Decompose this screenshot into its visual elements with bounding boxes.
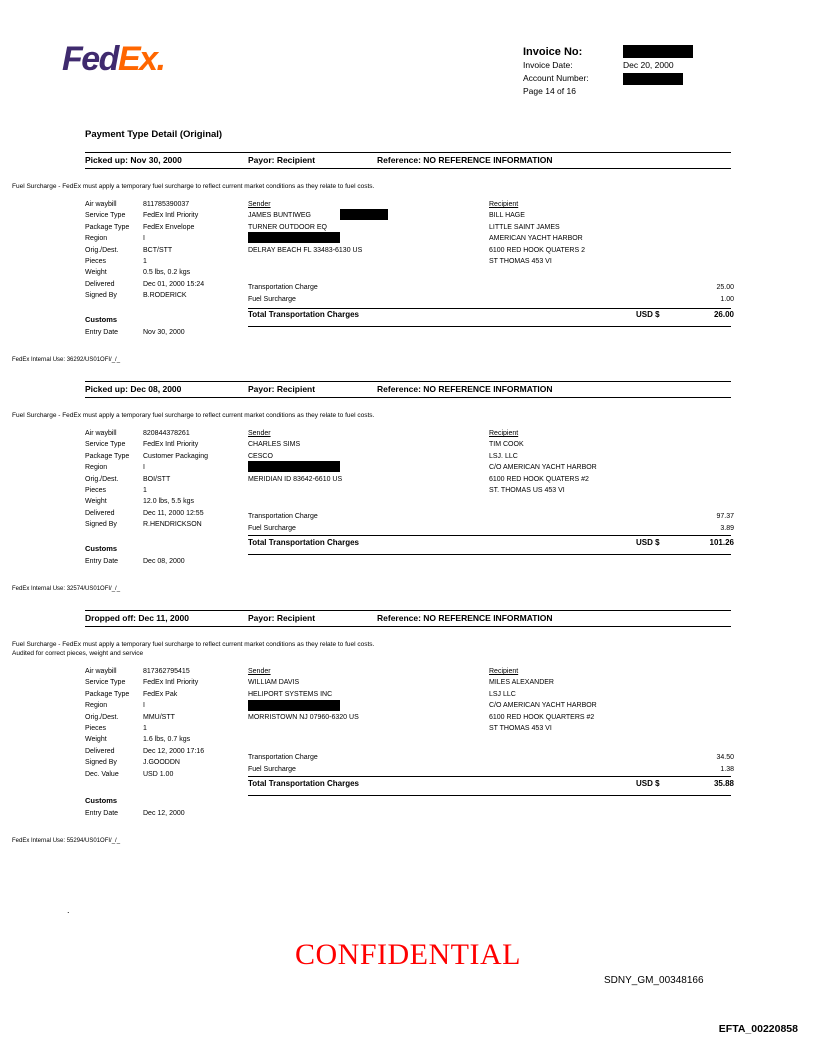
label-entry-date-1: Entry Date (85, 329, 119, 336)
divider-below-total-2 (248, 554, 731, 555)
shipment-details-2 (85, 428, 255, 531)
value-service-type-1: FedEx Intl Priority (143, 212, 199, 220)
transportation-charge-row-3 (248, 752, 734, 764)
label-entry-date-2: Entry Date (85, 558, 119, 565)
label-air-waybill: Air waybill (85, 201, 117, 208)
total-row-2 (248, 538, 734, 552)
fuel-note-2: Fuel Surcharge - FedEx must apply a temporary fuel surcharge to reflect current market conditions as they relate to fuel costs. (12, 412, 375, 419)
total-row-3 (248, 779, 734, 793)
label-entry-date-3: Entry Date (85, 810, 119, 817)
value-dec-value-3: USD 1.00 (143, 770, 174, 778)
label-total-3: Total Transportation Charges (248, 779, 359, 788)
detail-region-1 (85, 233, 255, 244)
fuel-surcharge-row-2 (248, 523, 734, 535)
label-pieces-2: Pieces (85, 486, 107, 494)
transportation-charge-row-1 (248, 282, 734, 294)
invoice-no-redaction (623, 45, 693, 58)
divider-under-header-1 (85, 168, 731, 169)
shipment-details-1 (85, 199, 255, 302)
detail-air-waybill-3 (85, 666, 255, 677)
value-package-type-1: FedEx Envelope (143, 223, 195, 231)
internal-use-2: FedEx Internal Use: 32574/US01OFI/_/_ (12, 586, 121, 592)
value-orig-dest-2: BOI/STT (143, 475, 171, 483)
recipient-line-3-5: ST THOMAS 453 VI (489, 725, 552, 733)
label-delivered: Delivered (85, 280, 115, 288)
value-delivered-2: Dec 11, 2000 12:55 (143, 509, 204, 517)
label-pieces-3: Pieces (85, 724, 107, 732)
sender-line-2-1: CHARLES SIMS (248, 441, 301, 449)
label-air-waybill-2: Air waybill (85, 430, 117, 437)
recipient-line-1-2: LITTLE SAINT JAMES (489, 223, 560, 231)
recipient-label-1: Recipient (489, 201, 519, 208)
charges-2 (248, 511, 734, 535)
value-total-1: 26.00 (713, 310, 734, 319)
value-weight-1: 0.5 lbs, 0.2 kgs (143, 269, 191, 277)
invoice-no-row (523, 46, 753, 59)
label-region: Region (85, 235, 108, 243)
value-entry-date-1: Nov 30, 2000 (143, 329, 185, 336)
logo-dot: . (156, 40, 165, 78)
detail-pieces-1 (85, 256, 255, 267)
recipient-line-3-4: 6100 RED HOOK QUARTERS #2 (489, 713, 595, 721)
fuel-surcharge-row-3 (248, 764, 734, 776)
recipient-line-1-3: AMERICAN YACHT HARBOR (489, 235, 583, 243)
label-service-type-3: Service Type (85, 679, 126, 687)
value-signed-by-1: B.RODERICK (143, 292, 187, 300)
sender-redaction-2 (248, 461, 340, 472)
recipient-label-3: Recipient (489, 668, 519, 675)
fuel-note-3: Fuel Surcharge - FedEx must apply a temporary fuel surcharge to reflect current market conditions as they relate to fuel costs. (12, 641, 375, 648)
bates-number-secondary: EFTA_00220858 (718, 1023, 798, 1035)
divider-below-total-1 (248, 326, 731, 327)
customs-heading-3: Customs (85, 796, 118, 805)
sender-line-3-4: MORRISTOWN NJ 07960-6320 US (248, 713, 359, 721)
shipment-header-2 (85, 382, 731, 397)
reference-1: Reference: NO REFERENCE INFORMATION (377, 155, 553, 165)
customs-heading-2: Customs (85, 544, 118, 553)
pickup-date-2: Picked up: Dec 08, 2000 (85, 384, 182, 394)
value-package-type-3: FedEx Pak (143, 690, 178, 698)
label-fuel-surcharge-2: Fuel Surcharge (248, 525, 296, 532)
value-entry-date-3: Dec 12, 2000 (143, 810, 185, 817)
recipient-block-1 (489, 199, 585, 267)
internal-use-1: FedEx Internal Use: 36292/US01OFI/_/_ (12, 357, 121, 363)
detail-signed-by-1 (85, 290, 255, 301)
payor-3: Payor: Recipient (248, 613, 316, 623)
recipient-line-1-5: ST THOMAS 453 VI (489, 258, 552, 266)
value-weight-3: 1.6 lbs, 0.7 kgs (143, 736, 191, 744)
recipient-line-2-3: C/O AMERICAN YACHT HARBOR (489, 464, 597, 472)
value-service-type-2: FedEx Intl Priority (143, 441, 199, 449)
sender-line-2-2: CESCO (248, 452, 273, 460)
recipient-block-3 (489, 666, 597, 734)
invoice-no-label: Invoice No: (523, 46, 583, 58)
sender-line-1-2: TURNER OUTDOOR EQ (248, 223, 327, 231)
sender-line-3-2: HELIPORT SYSTEMS INC (248, 690, 333, 698)
sender-redaction-1b (248, 232, 340, 243)
value-orig-dest-1: BCT/STT (143, 246, 173, 254)
label-delivered-2: Delivered (85, 509, 115, 517)
recipient-line-3-3: C/O AMERICAN YACHT HARBOR (489, 702, 597, 710)
divider-above-total-1 (248, 308, 731, 309)
shipment-block-3 (85, 610, 731, 627)
confidential-stamp: CONFIDENTIAL (295, 938, 521, 971)
page-label: Page 14 of 16 (523, 86, 576, 96)
detail-delivered-3 (85, 746, 255, 757)
recipient-line-2-1: TIM COOK (489, 441, 524, 449)
divider-under-header-3 (85, 626, 731, 627)
label-orig-dest-3: Orig./Dest. (85, 713, 119, 721)
transportation-charge-row-2 (248, 511, 734, 523)
detail-air-waybill-1 (85, 199, 255, 210)
detail-delivered-1 (85, 279, 255, 290)
charges-3 (248, 752, 734, 776)
fuel-surcharge-row-1 (248, 294, 734, 306)
recipient-line-3-2: LSJ LLC (489, 690, 516, 698)
value-orig-dest-3: MMU/STT (143, 713, 175, 721)
value-transportation-charge-1: 25.00 (716, 284, 734, 291)
value-service-type-3: FedEx Intl Priority (143, 679, 199, 687)
divider-under-header-2 (85, 397, 731, 398)
logo-ex-text: Ex (117, 40, 157, 78)
label-delivered-3: Delivered (85, 747, 115, 755)
value-air-waybill-2: 820844378261 (143, 430, 190, 437)
value-air-waybill-1: 811785390037 (143, 201, 190, 208)
detail-dec-value-3 (85, 769, 255, 780)
label-weight-3: Weight (85, 736, 107, 744)
value-delivered-3: Dec 12, 2000 17:16 (143, 747, 205, 755)
label-signed-by: Signed By (85, 292, 117, 300)
sender-redaction-3 (248, 700, 340, 711)
value-air-waybill-3: 817362795415 (143, 668, 190, 675)
value-pieces-2: 1 (143, 486, 147, 494)
detail-region-2 (85, 462, 255, 473)
value-entry-date-2: Dec 08, 2000 (143, 558, 185, 565)
detail-air-waybill-2 (85, 428, 255, 439)
invoice-date-row (523, 59, 753, 72)
recipient-block-2 (489, 428, 597, 496)
value-region-1: I (143, 235, 145, 243)
label-region-3: Region (85, 702, 108, 710)
sender-label-3: Sender (248, 668, 271, 675)
detail-package-type-1 (85, 222, 255, 233)
detail-service-type-1 (85, 210, 255, 221)
pickup-date-1: Picked up: Nov 30, 2000 (85, 155, 182, 165)
page-dot-mark: . (67, 905, 70, 915)
value-fuel-surcharge-2: 3.89 (720, 525, 734, 532)
detail-package-type-2 (85, 451, 255, 462)
label-package-type-3: Package Type (85, 690, 130, 698)
recipient-line-2-4: 6100 RED HOOK QUATERS #2 (489, 475, 589, 483)
recipient-label-2: Recipient (489, 430, 519, 437)
value-signed-by-2: R.HENDRICKSON (143, 521, 202, 529)
label-signed-by-2: Signed By (85, 521, 117, 529)
recipient-line-2-2: LSJ. LLC (489, 452, 518, 460)
detail-signed-by-2 (85, 519, 255, 530)
charges-1 (248, 282, 734, 306)
value-region-3: I (143, 702, 145, 710)
label-transportation-charge-2: Transportation Charge (248, 513, 318, 520)
currency-2: USD $ (636, 538, 660, 547)
label-transportation-charge-1: Transportation Charge (248, 284, 318, 291)
audit-note-3: Audited for correct pieces, weight and service (12, 650, 144, 657)
label-orig-dest: Orig./Dest. (85, 246, 119, 254)
detail-weight-2 (85, 496, 255, 507)
invoice-date-label: Invoice Date: (523, 60, 573, 70)
value-total-2: 101.26 (709, 538, 734, 547)
detail-orig-dest-1 (85, 245, 255, 256)
invoice-meta (523, 46, 753, 98)
detail-package-type-3 (85, 689, 255, 700)
detail-pieces-2 (85, 485, 255, 496)
label-weight: Weight (85, 269, 107, 277)
shipment-block-1 (85, 152, 731, 169)
label-signed-by-3: Signed By (85, 759, 117, 767)
detail-service-type-3 (85, 677, 255, 688)
customs-heading-1: Customs (85, 315, 118, 324)
label-fuel-surcharge-1: Fuel Surcharge (248, 296, 296, 303)
currency-1: USD $ (636, 310, 660, 319)
detail-pieces-3 (85, 723, 255, 734)
value-transportation-charge-2: 97.37 (716, 513, 734, 520)
currency-3: USD $ (636, 779, 660, 788)
detail-delivered-2 (85, 508, 255, 519)
label-package-type-2: Package Type (85, 452, 130, 460)
value-pieces-1: 1 (143, 257, 147, 265)
label-total-2: Total Transportation Charges (248, 538, 359, 547)
reference-3: Reference: NO REFERENCE INFORMATION (377, 613, 553, 623)
value-fuel-surcharge-1: 1.00 (720, 296, 734, 303)
value-package-type-2: Customer Packaging (143, 452, 208, 460)
sender-label-1: Sender (248, 201, 271, 208)
label-fuel-surcharge-3: Fuel Surcharge (248, 766, 296, 773)
detail-weight-1 (85, 267, 255, 278)
sender-block-3 (248, 666, 359, 723)
page-row (523, 85, 753, 98)
value-transportation-charge-3: 34.50 (716, 754, 734, 761)
payment-type-detail-title: Payment Type Detail (Original) (85, 129, 223, 140)
internal-use-3: FedEx Internal Use: 55294/US01OFI/_/_ (12, 838, 121, 844)
value-total-3: 35.88 (713, 779, 734, 788)
payor-1: Payor: Recipient (248, 155, 316, 165)
recipient-line-1-1: BILL HAGE (489, 212, 525, 220)
account-number-redaction (623, 73, 683, 85)
shipment-header-3 (85, 611, 731, 626)
recipient-line-1-4: 6100 RED HOOK QUATERS 2 (489, 246, 585, 254)
recipient-line-2-5: ST. THOMAS US 453 VI (489, 487, 565, 495)
fuel-note-1: Fuel Surcharge - FedEx must apply a temporary fuel surcharge to reflect current market conditions as they relate to fuel costs. (12, 183, 375, 190)
bates-number-primary: SDNY_GM_00348166 (604, 975, 704, 986)
detail-orig-dest-3 (85, 712, 255, 723)
detail-weight-3 (85, 734, 255, 745)
dropoff-date-3: Dropped off: Dec 11, 2000 (85, 613, 189, 623)
shipment-header-1 (85, 153, 731, 168)
total-row-1 (248, 310, 734, 324)
divider-above-total-2 (248, 535, 731, 536)
reference-2: Reference: NO REFERENCE INFORMATION (377, 384, 553, 394)
divider-above-total-3 (248, 776, 731, 777)
fedex-logo (62, 42, 165, 76)
shipment-details-3 (85, 666, 255, 780)
sender-block-2 (248, 428, 342, 485)
label-total-1: Total Transportation Charges (248, 310, 359, 319)
sender-redaction-1a (340, 209, 388, 220)
divider-below-total-3 (248, 795, 731, 796)
detail-service-type-2 (85, 439, 255, 450)
logo-fed-text: Fed (62, 40, 118, 78)
value-weight-2: 12.0 lbs, 5.5 kgs (143, 498, 194, 506)
label-weight-2: Weight (85, 498, 107, 506)
account-number-row (523, 72, 753, 85)
label-pieces: Pieces (85, 257, 107, 265)
detail-region-3 (85, 700, 255, 711)
value-signed-by-3: J.GOODDN (143, 759, 180, 767)
shipment-block-2 (85, 381, 731, 398)
invoice-date-value: Dec 20, 2000 (623, 60, 674, 70)
account-number-label: Account Number: (523, 73, 589, 83)
detail-orig-dest-2 (85, 474, 255, 485)
recipient-line-3-1: MILES ALEXANDER (489, 679, 554, 687)
label-dec-value-3: Dec. Value (85, 770, 119, 778)
label-orig-dest-2: Orig./Dest. (85, 475, 119, 483)
label-transportation-charge-3: Transportation Charge (248, 754, 318, 761)
detail-signed-by-3 (85, 757, 255, 768)
sender-line-1-1: JAMES BUNTIWEG (248, 212, 312, 220)
sender-label-2: Sender (248, 430, 271, 437)
label-package-type: Package Type (85, 223, 130, 231)
sender-line-2-4: MERIDIAN ID 83642-6610 US (248, 475, 343, 483)
label-service-type-2: Service Type (85, 441, 126, 449)
value-region-2: I (143, 464, 145, 472)
value-pieces-3: 1 (143, 724, 147, 732)
sender-line-1-4: DELRAY BEACH FL 33483-6130 US (248, 246, 363, 254)
value-fuel-surcharge-3: 1.38 (720, 766, 734, 773)
sender-block-1 (248, 199, 362, 256)
label-service-type: Service Type (85, 212, 126, 220)
label-air-waybill-3: Air waybill (85, 668, 117, 675)
sender-line-3-1: WILLIAM DAVIS (248, 679, 300, 687)
value-delivered-1: Dec 01, 2000 15:24 (143, 280, 205, 288)
label-region-2: Region (85, 464, 108, 472)
payor-2: Payor: Recipient (248, 384, 316, 394)
